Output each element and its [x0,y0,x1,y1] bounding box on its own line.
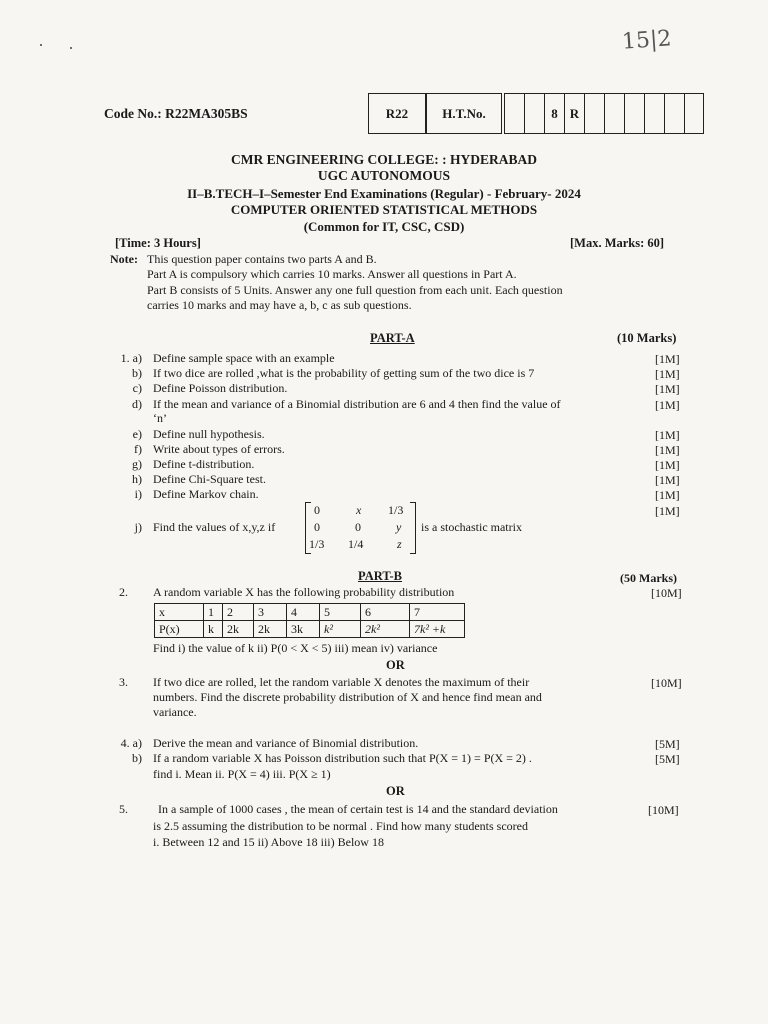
question-text: is 2.5 assuming the distribution to be normal . Find how many students scored [153,819,528,833]
table-cell: 7k² +k [410,621,465,638]
htno-cell: R [564,93,584,134]
question-subparts: i. Between 12 and 15 ii) Above 18 iii) Below 18 [153,835,384,849]
htno-cell [584,93,604,134]
part-b-marks: (50 Marks) [620,571,677,585]
question-text: Define t-distribution. [153,457,255,471]
htno-cell [664,93,684,134]
question-text: variance. [153,705,197,719]
speck-dot [40,44,42,46]
question-mark: [1M] [655,488,680,502]
or-separator: OR [386,658,405,672]
table-cell: 7 [410,604,465,621]
table-cell: 2k² [361,621,410,638]
question-mark: [5M] [655,737,680,751]
autonomous-label: UGC AUTONOMOUS [317,168,451,183]
htno-cell [504,93,524,134]
htno-cell [604,93,624,134]
max-marks: [Max. Marks: 60] [570,236,665,250]
question-text: In a sample of 1000 cases , the mean of certain test is 14 and the standard deviation [158,802,558,816]
question-mark: [1M] [655,504,680,518]
table-cell: P(x) [155,621,204,638]
question-mark: [10M] [651,676,682,690]
question-text: Define null hypothesis. [153,427,265,441]
question-mark: [5M] [655,752,680,766]
matrix-right-bracket [410,502,416,554]
question-number: i) [134,487,142,501]
table-cell: 3 [254,604,287,621]
or-separator: OR [386,784,405,798]
question-number: 2. [119,585,128,599]
matrix-cell: 1/3 [388,503,404,517]
subject-title: COMPUTER ORIENTED STATISTICAL METHODS [230,202,538,217]
question-mark: [1M] [655,428,680,442]
question-number: g) [132,457,142,471]
matrix-cell: y [396,520,402,534]
table-row [155,604,465,621]
regulation-box: R22 [368,93,426,134]
question-number: d) [132,397,142,411]
question-mark: [1M] [655,382,680,396]
part-b-title: PART-B [358,569,403,583]
speck-dot [70,47,72,49]
note-line: carries 10 marks and may have a, b, c as sub questions. [147,298,412,312]
time-label: [Time: 3 Hours] [115,236,201,250]
question-number: 4. a) [120,736,142,750]
question-text: If the mean and variance of a Binomial distribution are 6 and 4 then find the value of [153,397,561,411]
htno-cell: 8 [544,93,564,134]
htno-cell [624,93,644,134]
question-mark: [1M] [655,398,680,412]
question-number: j) [134,520,142,534]
table-cell: 4 [287,604,320,621]
question-number: f) [134,442,142,456]
question-mark: [1M] [655,367,680,381]
question-number: c) [132,381,142,395]
question-text-after-matrix: is a stochastic matrix [421,520,522,534]
question-mark: [10M] [648,803,679,817]
question-text: Write about types of errors. [153,442,285,456]
table-cell: 2 [223,604,254,621]
question-text: Find the values of x,y,z if [153,520,276,534]
question-text: Define sample space with an example [153,351,335,365]
question-text: numbers. Find the discrete probability distribution of X and hence find mean and [153,690,542,704]
question-mark: [1M] [655,352,680,366]
htno-cell [684,93,704,134]
htno-cell [644,93,664,134]
matrix-cell: 1/3 [309,537,325,551]
question-subparts: find i. Mean ii. P(X = 4) iii. P(X ≥ 1) [153,767,331,781]
table-cell: 2k [223,621,254,638]
matrix-cell: 0 [314,503,320,517]
question-text: If two dice are rolled, let the random variable X denotes the maximum of their [153,675,530,689]
question-mark: [1M] [655,473,680,487]
table-cell: 5 [320,604,361,621]
table-cell: 6 [361,604,410,621]
matrix-cell: x [356,503,362,517]
question-number: h) [132,472,142,486]
question-text: If two dice are rolled ,what is the probability of getting sum of the two dice is 7 [153,366,535,380]
handwritten-page-note: 15|2 [621,26,673,55]
table-row [155,621,465,638]
table-cell: 2k [254,621,287,638]
note-line: This question paper contains two parts A and B. [147,252,377,266]
question-text: Define Poisson distribution. [153,381,288,395]
question-number: 5. [119,802,128,816]
college-name: CMR ENGINEERING COLLEGE: : HYDERABAD [230,152,538,167]
question-mark: [1M] [655,458,680,472]
note-label: Note: [110,252,138,266]
matrix-cell: z [397,537,402,551]
question-mark: [10M] [651,586,682,600]
part-a-title: PART-A [370,331,415,345]
part-a-marks: (10 Marks) [617,331,677,345]
question-text: Define Markov chain. [153,487,259,501]
question-number: e) [132,427,142,441]
table-cell: 3k [287,621,320,638]
htno-cell [524,93,544,134]
question-subparts: Find i) the value of k ii) P(0 < X < 5) iii) mean iv) variance [153,641,438,655]
table-cell: k [204,621,223,638]
note-line: Part A is compulsory which carries 10 marks. Answer all questions in Part A. [147,267,517,281]
exam-title: II–B.TECH–I–Semester End Examinations (Regular) - February- 2024 [187,186,581,201]
question-number: b) [132,366,142,380]
question-number: b) [132,751,142,765]
question-number: 3. [119,675,128,689]
matrix-cell: 1/4 [348,537,364,551]
question-number: 1. a) [120,351,142,365]
table-cell: 1 [204,604,223,621]
question-text-continued: ‘n’ [153,411,167,425]
matrix-cell: 0 [355,520,361,534]
htno-cells [504,93,704,134]
question-text: If a random variable X has Poisson distribution such that P(X = 1) = P(X = 2) . [153,751,532,765]
question-text: Derive the mean and variance of Binomial distribution. [153,736,419,750]
note-line: Part B consists of 5 Units. Answer any one full question from each unit. Each question [147,283,563,297]
matrix-cell: 0 [314,520,320,534]
question-text: Define Chi-Square test. [153,472,266,486]
code-number: Code No.: R22MA305BS [104,106,248,121]
table-cell: k² [320,621,361,638]
question-text: A random variable X has the following probability distribution [153,585,455,599]
probability-table [154,603,465,638]
htno-label: H.T.No. [426,93,502,134]
common-for: (Common for IT, CSC, CSD) [303,219,465,234]
table-cell: x [155,604,204,621]
question-mark: [1M] [655,443,680,457]
